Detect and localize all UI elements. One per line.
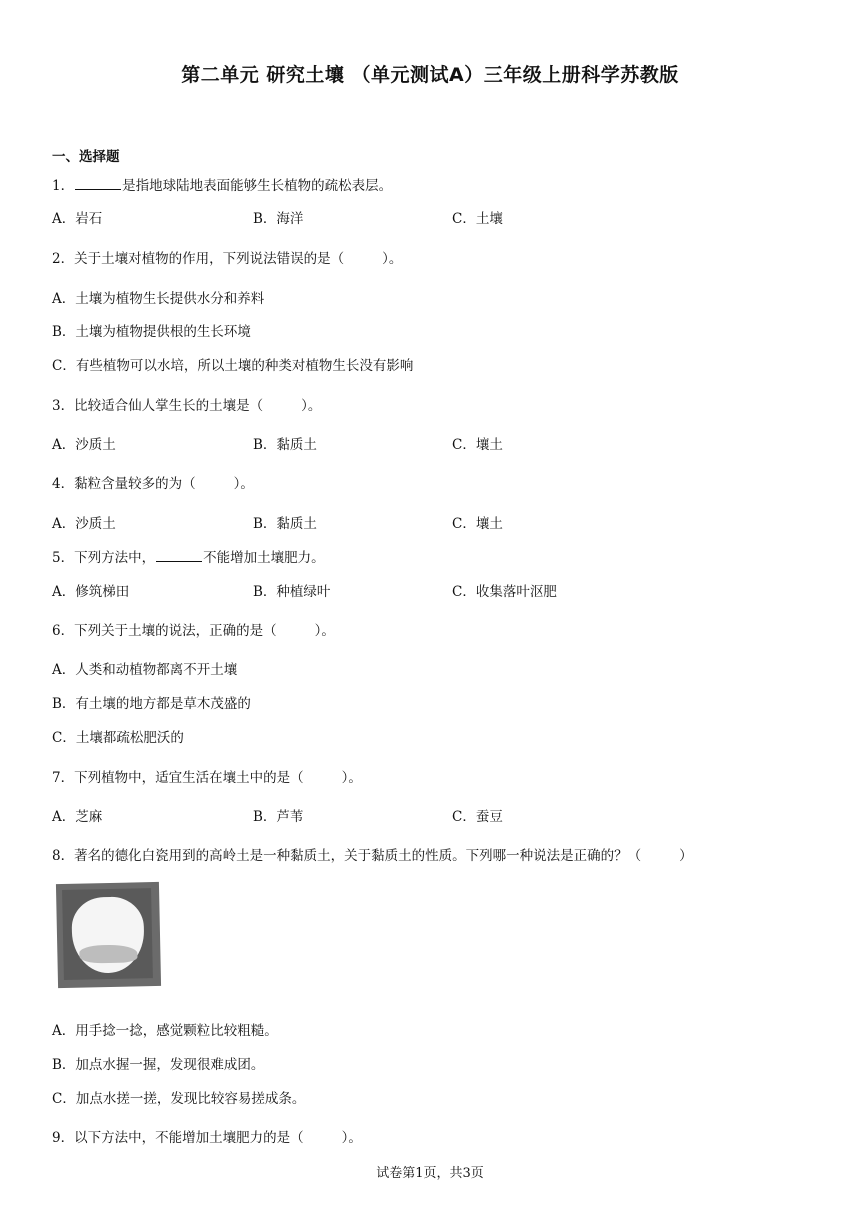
question-close: ）。 [301,398,322,414]
q3-option-a: A．沙质土 [52,437,116,453]
question-text: 4．黏粒含量较多的为（ [52,476,196,492]
section-heading: 一、选择题 [52,149,120,165]
question-close: ）。 [314,623,335,639]
question-4 [52,472,254,492]
q2-option-c: C．有些植物可以水培，所以土壤的种类对植物生长没有影响 [52,358,414,374]
q8-option-c: C．加点水搓一搓，发现比较容易搓成条。 [52,1091,306,1107]
question-close: ）。 [341,770,362,786]
question-text: 是指地球陆地表面能够生长植物的疏松表层。 [122,178,393,194]
question-close: ）。 [382,251,403,267]
q7-option-a: A．芝麻 [52,809,103,825]
q8-option-b: B．加点水握一握，发现很难成团。 [52,1057,265,1073]
q5-option-c: C．收集落叶沤肥 [452,584,557,600]
question-8 [52,844,693,864]
q5-option-b: B．种植绿叶 [253,584,331,600]
q6-option-b: B．有土壤的地方都是草木茂盛的 [52,696,251,712]
question-text: 3．比较适合仙人掌生长的土壤是（ [52,398,264,414]
porcelain-photo [56,882,161,988]
question-7 [52,766,362,786]
page-title: 第二单元 研究土壤 （单元测试A）三年级上册科学苏教版 [181,64,679,86]
answer-blank [156,547,202,562]
question-text: 7．下列植物中，适宜生活在壤土中的是（ [52,770,304,786]
question-text: 8．著名的德化白瓷用到的高岭土是一种黏质土，关于黏质土的性质。下列哪一种说法是正确的？（ [52,848,642,864]
q3-option-b: B．黏质土 [253,437,317,453]
q1-option-c: C．土壤 [452,211,503,227]
question-6 [52,619,335,639]
question-close: ）。 [233,476,254,492]
q1-option-b: B．海洋 [253,211,304,227]
question-1 [52,174,392,194]
question-text: 9．以下方法中，不能增加土壤肥力的是（ [52,1130,304,1146]
q7-option-c: C．蚕豆 [452,809,503,825]
question-9 [52,1126,362,1146]
q4-option-a: A．沙质土 [52,516,116,532]
q6-option-c: C．土壤都疏松肥沃的 [52,730,184,746]
q8-option-a: A．用手捻一捻，感觉颗粒比较粗糙。 [52,1023,278,1039]
q7-option-b: B．芦苇 [253,809,304,825]
question-3 [52,394,321,414]
question-5 [52,546,325,566]
q2-option-a: A．土壤为植物生长提供水分和养料 [52,291,265,307]
question-close: ） [679,848,693,864]
q4-option-c: C．壤土 [452,516,503,532]
q5-option-a: A．修筑梯田 [52,584,130,600]
answer-blank [75,175,121,190]
question-text: 2．关于土壤对植物的作用，下列说法错误的是（ [52,251,345,267]
q1-option-a: A．岩石 [52,211,103,227]
q6-option-a: A．人类和动植物都离不开土壤 [52,662,238,678]
question-close: ）。 [341,1130,362,1146]
page-footer: 试卷第1页，共3页 [376,1166,484,1181]
question-text: 5．下列方法中， [52,550,156,566]
q3-option-c: C．壤土 [452,437,503,453]
q2-option-b: B．土壤为植物提供根的生长环境 [52,324,251,340]
q4-option-b: B．黏质土 [253,516,317,532]
question-2 [52,247,402,267]
question-text-end: 不能增加土壤肥力。 [203,550,325,566]
question-number: 1． [52,178,75,194]
question-text: 6．下列关于土壤的说法，正确的是（ [52,623,277,639]
